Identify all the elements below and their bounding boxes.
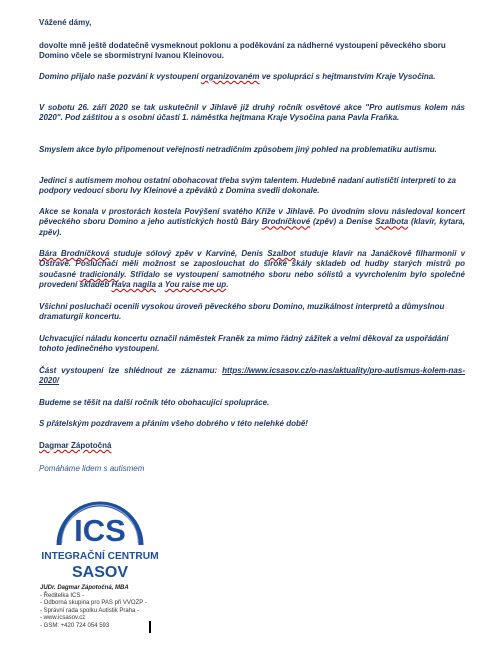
greeting: Vážené dámy, xyxy=(39,18,92,27)
paragraph-thanks: dovolte mně ještě dodatečně vysmeknout poklonu a poděkování za nádherné vystoupení pěveckého sboru Domino včele se sbormistryní Ivanou Kleinovou. xyxy=(39,41,446,61)
logo-line2: SASOV xyxy=(71,564,129,581)
paragraph-appreciation: Všichni posluchači ocenili vysokou úroveň pěveckého sboru Domino, muzikálnost interpretů a důmyslnou dramaturgii koncertu. xyxy=(39,302,445,322)
motto: Pomáháme lidem s autismem xyxy=(39,464,145,473)
contact-line: - GSM: +420 724 054 593 xyxy=(40,622,110,629)
logo-abbr: ICS xyxy=(74,513,126,548)
contact-line: - Odborná skupina pro PAS při VVOZP - xyxy=(40,600,147,607)
contact-line: - Správní rada spolku Autistik Praha - xyxy=(40,607,140,614)
paragraph-closing: S přátelským pozdravem a přáním všeho dobrého v této nelehké době! xyxy=(39,419,308,428)
paragraph-vice-governor: Uchvacující náladu koncertu označil náměstek Franěk za mimo řádný zážitek a velmi děkoval za uspořádání tohoto jedinečného vystoupení. xyxy=(39,334,449,354)
paragraph-talent: Jedinci s autismem mohou ostatní obohacovat třeba svým talentem. Hudebně nadaní autističtí interpreti to za podpory vedoucí sboru Ivy Kleinové a zpěváků z Domina svedli dokonale. xyxy=(39,176,456,196)
ics-logo xyxy=(35,497,165,585)
paragraph-event-date: V sobotu 26. září 2020 se tak uskutečnil v Jihlavě již druhý ročník osvětové akce "Pro autismus kolem nás 2020". Pod záštitou a s osobní účastí 1. náměstka hejtmana Kraje Vysočina pana Pavla Fraňka. xyxy=(39,103,465,123)
logo-line1: INTEGRAČNÍ CENTRUM xyxy=(41,551,159,562)
contact-line: - www.icsasov.cz xyxy=(40,615,86,622)
recording-link[interactable]: https://www.icsasov.cz/o-nas/aktuality/pro-autismus-kolem-nas-2020/ xyxy=(39,366,465,386)
contact-block xyxy=(40,585,147,631)
paragraph-invitation: Domino přijalo naše pozvání k vystoupení organizovaném ve spolupráci s hejtmanstvím Kraje Vysočina. xyxy=(39,72,436,81)
paragraph-recording: Část vystoupení lze shlédnout ze záznamu: https://www.icsasov.cz/o-nas/aktuality/pro-autismus-kolem-nas-2020/ xyxy=(39,366,465,386)
paragraph-next-year: Budeme se těšit na další ročník této obohacující spolupráce. xyxy=(39,398,270,407)
text-cursor xyxy=(149,621,151,633)
paragraph-purpose: Smyslem akce bylo připomenout veřejnosti netradičním způsobem jiný pohled na problematiku autismu. xyxy=(39,145,437,154)
paragraph-venue: Akce se konala v prostorách kostela Povýšení svatého Kříže v Jihlavě. Po úvodním slovu následoval koncert pěveckého sboru Domino a jeho autistických hostů Báry Brodníčkové (zpěv) a Denise Szalbota (klavír, kytara, zpěv). xyxy=(39,207,466,237)
contact-name: JUDr. Dagmar Zápotočná, MBA xyxy=(40,585,129,591)
signature-name: Dagmar Zápotočná xyxy=(39,441,112,450)
paragraph-soloists: Bára Brodníčková studuje sólový zpěv v Karviné, Denis Szalbot studuje klavír na Janáčkově filharmonii v Ostravě. Posluchači měli možnost se zaposlouchat do široké škály skladeb od hudby starých mistrů po současné tradicionály. Střídalo se vystoupení samotného sboru nebo sólistů a vyvrcholením bylo společné provedení skladeb Hava nagila a You raise me up. xyxy=(39,249,466,290)
contact-line: - Ředitelka ICS - xyxy=(40,592,85,599)
